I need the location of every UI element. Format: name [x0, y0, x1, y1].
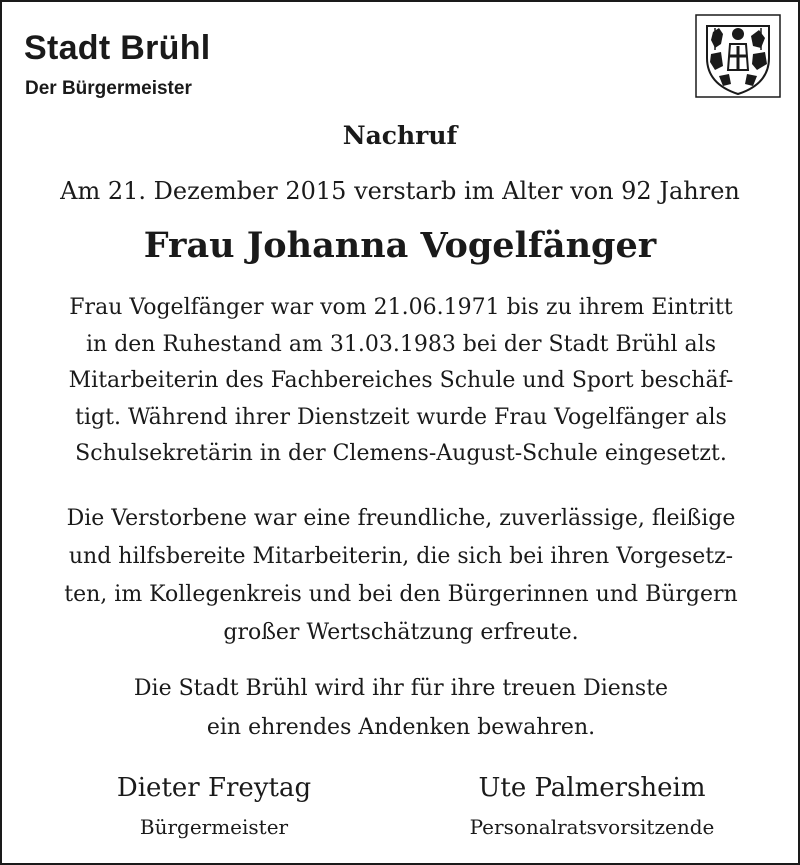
paragraph-character: [26, 500, 776, 652]
paragraph-remembrance: [26, 669, 776, 747]
notice-intro: Am 21. Dezember 2015 verstarb im Alter von 92 Jahren: [60, 177, 740, 205]
text-line: Die Stadt Brühl wird ihr für ihre treuen Dienste: [133, 676, 669, 701]
text-line: in den Ruhestand am 31.03.1983 bei der Stadt Brühl als: [86, 331, 716, 357]
text-line: großer Wertschätzung erfreute.: [223, 620, 579, 645]
text-line: tigt. Während ihrer Dienstzeit wurde Frau Vogelfänger als: [75, 404, 727, 430]
deceased-name: Frau Johanna Vogelfänger: [143, 225, 657, 266]
text-line: Frau Vogelfänger war vom 21.06.1971 bis zu ihrem Eintritt: [69, 295, 733, 320]
notice-heading: Nachruf: [342, 121, 458, 150]
signatory-name: Dieter Freytag: [116, 773, 312, 803]
signature-mayor: [34, 770, 394, 842]
signatory-name: Ute Palmersheim: [478, 773, 706, 803]
signatory-role: Personalratsvorsitzende: [469, 815, 715, 839]
text-line: Die Verstorbene war eine freundliche, zuverlässige, fleißige: [66, 506, 736, 531]
city-coat-of-arms-icon: [695, 14, 781, 98]
org-name: Stadt Brühl: [24, 29, 211, 67]
text-line: ein ehrendes Andenken bewahren.: [206, 715, 596, 740]
text-line: ten, im Kollegenkreis und bei den Bürgerinnen und Bürgern: [64, 582, 738, 607]
paragraph-service: [26, 290, 776, 473]
text-line: und hilfsbereite Mitarbeiterin, die sich bei ihren Vorgesetz-: [68, 544, 734, 569]
signature-staff-council: [412, 770, 772, 842]
text-line: Schulsekretärin in der Clemens-August-Schule eingesetzt.: [75, 441, 727, 466]
org-subtitle: Der Bürgermeister: [25, 78, 192, 99]
text-line: Mitarbeiterin des Fachbereiches Schule und Sport beschäf-: [68, 368, 734, 393]
signatory-role: Bürgermeister: [139, 815, 289, 839]
